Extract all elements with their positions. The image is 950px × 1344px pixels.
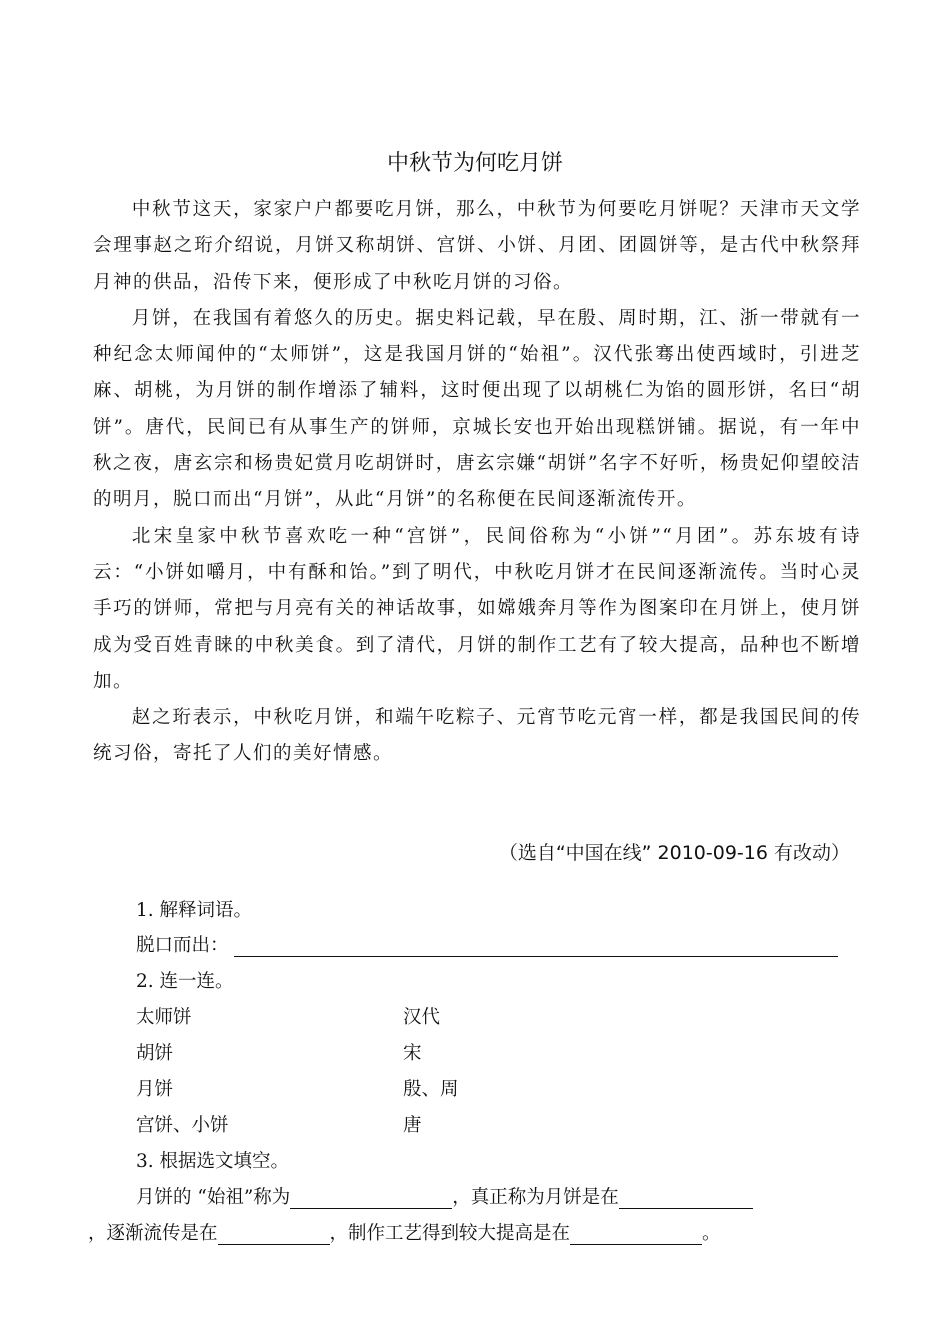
fill-text: ，制作工艺得到较大提高是在 xyxy=(329,1223,571,1244)
fill-text: 。 xyxy=(702,1223,721,1244)
question-3-line-2 xyxy=(88,1219,721,1245)
question-1-heading: 1. 解释词语。 xyxy=(136,900,253,921)
question-3-heading: 3. 根据选文填空。 xyxy=(136,1151,290,1172)
match-right-item: 汉代 xyxy=(403,1007,441,1028)
answer-blank[interactable] xyxy=(619,1188,753,1209)
match-right-item: 殷、周 xyxy=(403,1079,459,1100)
answer-blank[interactable] xyxy=(570,1224,702,1245)
question-3-line-1 xyxy=(136,1183,753,1209)
fill-text: 月饼的 “始祖”称为 xyxy=(136,1187,291,1208)
question-2-heading: 2. 连一连。 xyxy=(136,971,234,992)
question-1-term: 脱口而出： xyxy=(136,935,229,956)
answer-blank[interactable] xyxy=(234,936,838,957)
match-left-item: 宫饼、小饼 xyxy=(136,1115,229,1136)
match-right-item: 唐 xyxy=(403,1115,422,1136)
paragraph: 中秋节这天，家家户户都要吃月饼，那么，中秋节为何要吃月饼呢？天津市天文学会理事赵之珩介绍说，月饼又称胡饼、宫饼、小饼、月团、团圆饼等，是古代中秋祭拜月神的供品，沿传下来，便形成了中秋吃月饼的习俗。 xyxy=(93,199,861,293)
page-title: 中秋节为何吃月饼 xyxy=(386,151,563,176)
fill-text: ，真正称为月饼是在 xyxy=(452,1187,619,1208)
match-left-item: 月饼 xyxy=(136,1079,174,1100)
fill-text: ，逐渐流传是在 xyxy=(88,1223,218,1244)
match-right-item: 宋 xyxy=(403,1043,422,1064)
paragraph: 北宋皇家中秋节喜欢吃一种“宫饼”，民间俗称为“小饼”“月团”。苏东坡有诗云：“小饼如嚼月，中有酥和饴。”到了明代，中秋吃月饼才在民间逐渐流传。当时心灵手巧的饼师，常把与月亮有关的神话故事，如嫦娥奔月等作为图案印在月饼上，使月饼成为受百姓青睐的中秋美食。到了清代，月饼的制作工艺有了较大提高，品种也不断增加。 xyxy=(93,525,861,692)
question-1-line xyxy=(136,931,838,957)
source-citation: （选自“中国在线” 2010-09-16 有改动） xyxy=(498,842,850,864)
match-left-item: 太师饼 xyxy=(136,1007,192,1028)
answer-blank[interactable] xyxy=(218,1224,330,1245)
paragraph: 月饼，在我国有着悠久的历史。据史料记载，早在殷、周时期，江、浙一带就有一种纪念太师闻仲的“太师饼”，这是我国月饼的“始祖”。汉代张骞出使西域时，引进芝麻、胡桃，为月饼的制作增添了辅料，这时便出现了以胡桃仁为馅的圆形饼，名曰“胡饼”。唐代，民间已有从事生产的饼师，京城长安也开始出现糕饼铺。据说，有一年中秋之夜，唐玄宗和杨贵妃赏月吃胡饼时，唐玄宗嫌“胡饼”名字不好听，杨贵妃仰望皎洁的明月，脱口而出“月饼”，从此“月饼”的名称便在民间逐渐流传开。 xyxy=(93,307,861,511)
match-left-item: 胡饼 xyxy=(136,1043,174,1064)
paragraph: 赵之珩表示，中秋吃月饼，和端午吃粽子、元宵节吃元宵一样，都是我国民间的传统习俗，寄托了人们的美好情感。 xyxy=(93,707,861,765)
answer-blank[interactable] xyxy=(290,1188,452,1209)
article-body xyxy=(93,192,861,773)
